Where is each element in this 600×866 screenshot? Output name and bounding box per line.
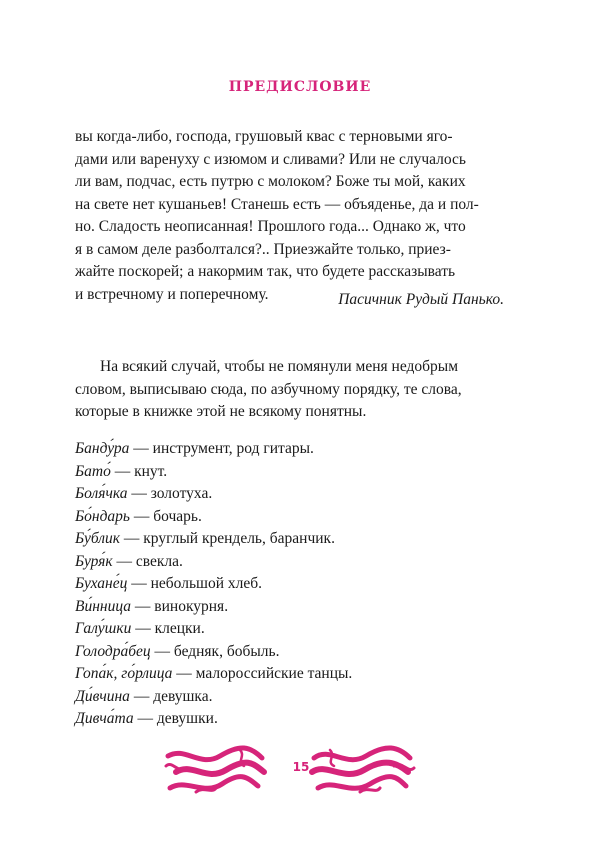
glossary-list (75, 438, 515, 731)
glossary-term: Бу́блик (75, 530, 121, 547)
glossary-entry (75, 483, 515, 506)
ornament-right-icon (312, 748, 414, 792)
glossary-entry (75, 551, 515, 574)
text-line: и встречному и поперечному. (75, 285, 269, 303)
glossary-entry (75, 708, 515, 731)
text-line: ли вам, подчас, есть путрю с молоком? Боже ты мой, каких (75, 173, 466, 190)
glossary-definition: — бедняк, бобыль. (150, 642, 280, 660)
glossary-term: Буря́к (75, 552, 113, 570)
text-line: но. Сладость неописанная! Прошлого года... Однако ж, что (75, 218, 466, 235)
ornament-left-icon (166, 748, 264, 792)
glossary-entry (75, 596, 515, 619)
glossary-term: Голодра́бец (75, 642, 151, 660)
glossary-term: Ви́нница (75, 597, 132, 615)
glossary-definition: — клецки. (131, 620, 205, 637)
text-line: словом, выписываю сюда, по азбучному порядку, те слова, (75, 380, 462, 398)
glossary-entry (75, 663, 515, 686)
glossary-entry (75, 618, 515, 641)
text-line: дами или варенуху с изюмом и сливами? Или не случалось (75, 150, 466, 168)
glossary-entry (75, 528, 515, 551)
glossary-term: Бо́ндарь (75, 507, 130, 525)
text-line: на свете нет кушаньев! Станешь есть — объяденье, да и пол- (75, 195, 479, 213)
glossary-entry (75, 506, 515, 529)
author-signature: Пасичник Рудый Панько. (338, 291, 504, 308)
glossary-term: Гопа́к, го́рлица (75, 665, 173, 682)
glossary-definition: — винокурня. (131, 597, 229, 615)
glossary-definition: — бочарь. (129, 507, 202, 525)
glossary-entry (75, 686, 515, 709)
glossary-entry (75, 461, 515, 484)
text-line: жайте поскорей; а накормим так, что будете рассказывать (75, 263, 456, 280)
glossary-entry (75, 641, 515, 664)
glossary-definition: — круглый крендель, баранчик. (120, 530, 335, 547)
glossary-term: Бато́ (75, 462, 111, 480)
page-title: ПРЕДИСЛОВИЕ (228, 79, 372, 95)
glossary-definition: — девушки. (133, 710, 218, 727)
glossary-term: Ди́вчина (75, 687, 130, 705)
glossary-definition: — небольшой хлеб. (127, 575, 263, 592)
page-number: 15 (292, 760, 310, 774)
text-line: На всякий случай, чтобы не помянули меня недобрым (100, 358, 459, 375)
glossary-definition: — инструмент, род гитары. (129, 440, 314, 457)
glossary-term: Бухане́ц (75, 575, 128, 592)
glossary-definition: — золотуха. (127, 485, 213, 502)
glossary-definition: — малороссийские танцы. (172, 665, 353, 682)
glossary-definition: — кнут. (110, 462, 168, 480)
glossary-term: Банду́ра (75, 440, 130, 457)
glossary-term: Боля́чка (75, 485, 128, 502)
glossary-definition: — девушка. (129, 687, 213, 705)
preface-paragraph (75, 126, 507, 306)
glossary-entry (75, 573, 515, 596)
text-line: я в самом деле разболтался?.. Приезжайте только, приез- (75, 240, 451, 258)
glossary-entry (75, 438, 515, 461)
glossary-intro-paragraph (75, 356, 507, 424)
glossary-definition: — свекла. (112, 552, 183, 570)
text-line: которые в книжке этой не всякому понятны. (75, 403, 367, 420)
glossary-term: Галу́шки (75, 620, 132, 637)
glossary-term: Дивча́та (75, 710, 134, 727)
text-line: вы когда-либо, господа, грушовый квас с терновыми яго- (75, 128, 453, 145)
